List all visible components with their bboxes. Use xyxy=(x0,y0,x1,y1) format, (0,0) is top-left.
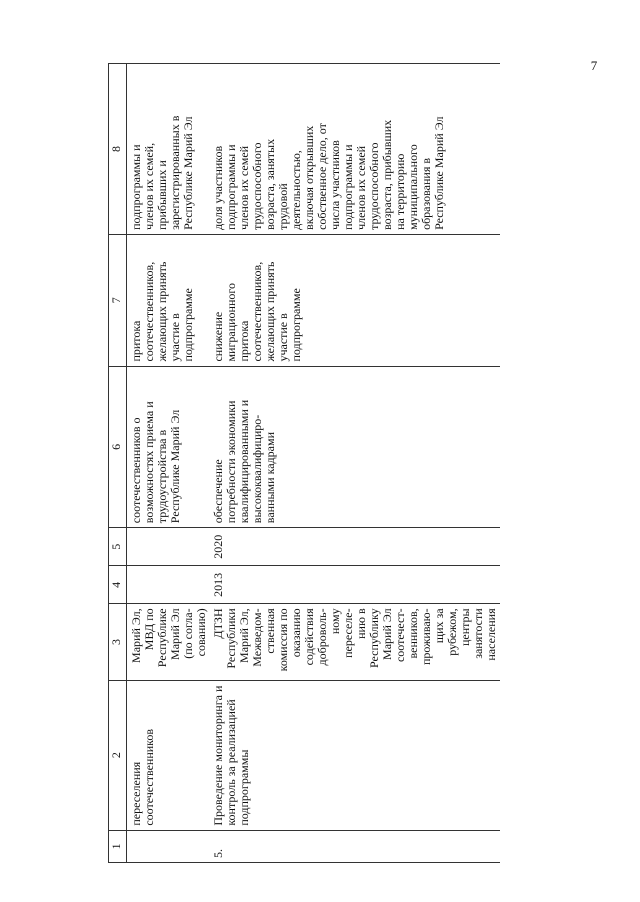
cell-text-line: населения xyxy=(484,608,498,661)
row-number-cell xyxy=(127,830,211,862)
cell-text-line: трудовой xyxy=(276,183,290,230)
cell-text-line: соотечественников, xyxy=(250,261,264,362)
cell-text-line: МВД по xyxy=(142,608,156,651)
expected-result-cell xyxy=(127,366,211,528)
executor-cell xyxy=(127,604,211,680)
cell-text-line: занятости xyxy=(471,608,485,659)
header-cell-4: 4 xyxy=(109,566,127,604)
header-cell-3: 3 xyxy=(109,604,127,680)
header-cell-1: 1 xyxy=(109,830,127,862)
end-year-cell: 2020 xyxy=(210,528,500,566)
cell-text-line: ДТЗН xyxy=(211,608,225,639)
cell-text-line: возраста, занятых xyxy=(263,138,277,230)
cell-text-line: доля участников xyxy=(211,145,225,230)
cell-text-line: Республики xyxy=(224,608,238,669)
cell-text-line: соотечественников, xyxy=(142,261,156,362)
cell-text-line: Марий Эл, xyxy=(129,608,143,663)
cell-text-line: трудоспособного xyxy=(367,142,381,230)
cell-text-line: квалифицированными и xyxy=(237,399,251,524)
cell-text-line: подпрограммы xyxy=(237,749,251,826)
cell-text-line: ванными кадрами xyxy=(263,432,277,524)
row-number-cell: 5. xyxy=(210,830,500,862)
table-row xyxy=(127,64,211,863)
cell-text-line: членов их семей, xyxy=(142,142,156,230)
cell-text-line: Республике xyxy=(155,608,169,668)
indicator-link-cell xyxy=(210,64,500,235)
cell-text-line: подпрограммы и xyxy=(129,144,143,230)
cell-text-line: щих за xyxy=(432,608,446,644)
cell-text-line: Республику xyxy=(367,608,381,668)
header-cell-7: 7 xyxy=(109,234,127,366)
cell-text-line: муниципального xyxy=(406,144,420,230)
cell-text-line: трудоспособного xyxy=(250,142,264,230)
cell-text-line: числа участников xyxy=(328,140,342,230)
cell-text-line: соотечест- xyxy=(393,608,407,663)
cell-text-line: Проведение мониторинга и xyxy=(211,685,225,826)
cell-text-line: соотечественников о xyxy=(129,417,143,524)
cell-text-line: переселе- xyxy=(341,608,355,658)
cell-text-line: Республике Марий Эл xyxy=(432,116,446,230)
table-row xyxy=(210,64,500,863)
cell-text-line: Марий Эл, xyxy=(237,608,251,663)
cell-text-line: зарегистрированных в xyxy=(168,115,182,230)
cell-text-line: миграционного xyxy=(224,282,238,362)
cell-text-line: контроль за реализацией xyxy=(224,699,238,826)
start-year-cell: 2013 xyxy=(210,566,500,604)
cell-text-line: комиссия по xyxy=(276,608,290,672)
start-year-cell xyxy=(127,566,211,604)
header-row xyxy=(109,64,127,863)
cell-text-line: потребности экономики xyxy=(224,400,238,524)
cell-text-line: сованию) xyxy=(194,608,208,657)
indicator-link-cell xyxy=(127,64,211,235)
cell-text-line: рубежом, xyxy=(445,608,459,656)
cell-text-line: участие в xyxy=(276,313,290,362)
cell-text-line: обеспечение xyxy=(211,459,225,524)
cell-text-line: Межведом- xyxy=(250,608,264,667)
activity-name-cell xyxy=(127,680,211,830)
cell-text-line: проживаю- xyxy=(419,608,433,666)
cell-text-line: на территорию xyxy=(393,153,407,230)
activity-name-cell xyxy=(210,680,500,830)
cell-text-line: Марий Эл xyxy=(380,608,394,660)
cell-text-line: прибывших и xyxy=(155,160,169,230)
cell-text-line: снижение xyxy=(211,311,225,362)
cell-text-line: Республике Марий Эл xyxy=(168,409,182,524)
expected-result-cell xyxy=(210,366,500,528)
cell-text-line: переселения xyxy=(129,761,143,826)
cell-text-line: желающих принять xyxy=(263,261,277,362)
cell-text-line: центры xyxy=(458,608,472,646)
table-body xyxy=(127,64,501,863)
cell-text-line: доброволь- xyxy=(315,608,329,666)
cell-text-line: образования в xyxy=(419,157,433,230)
cell-text-line: членов их семей xyxy=(354,145,368,230)
rotated-table-wrapper xyxy=(108,63,528,863)
header-cell-8: 8 xyxy=(109,64,127,235)
cell-text-line: (по согла- xyxy=(181,608,195,659)
cell-text-line: трудоустройства в xyxy=(155,429,169,524)
cell-text-line: членов их семей xyxy=(237,145,251,230)
cell-text-line: содействия xyxy=(302,608,316,666)
cell-text-line: подпрограмме xyxy=(289,288,303,362)
cell-text-line: венников, xyxy=(406,608,420,659)
cell-text-line: подпрограмме xyxy=(181,288,195,362)
cell-text-line: Марий Эл xyxy=(168,608,182,660)
consequence-cell xyxy=(127,234,211,366)
end-year-cell xyxy=(127,528,211,566)
cell-text-line: соотечественников xyxy=(142,728,156,826)
cell-text-line: участие в xyxy=(168,313,182,362)
page-number: 7 xyxy=(590,58,598,73)
program-table xyxy=(108,63,500,863)
cell-text-line: подпрограммы и xyxy=(341,144,355,230)
cell-text-line: собственное дело, от xyxy=(315,123,329,230)
cell-text-line: ственная xyxy=(263,608,277,654)
cell-text-line: притока xyxy=(129,320,143,362)
cell-text-line: оказанию xyxy=(289,608,303,658)
cell-text-line: высококвалифициро- xyxy=(250,414,264,524)
cell-text-line: возраста, прибывших xyxy=(380,119,394,230)
header-cell-2: 2 xyxy=(109,680,127,830)
cell-text-line: подпрограммы и xyxy=(224,144,238,230)
cell-text-line: желающих принять xyxy=(155,261,169,362)
cell-text-line: возможностях приема и xyxy=(142,401,156,524)
consequence-cell xyxy=(210,234,500,366)
cell-text-line: нию в xyxy=(354,608,368,639)
cell-text-line: ному xyxy=(328,608,342,635)
cell-text-line: включая открывших xyxy=(302,125,316,230)
header-cell-5: 5 xyxy=(109,528,127,566)
cell-text-line: притока xyxy=(237,320,251,362)
cell-text-line: Республике Марий Эл xyxy=(181,116,195,230)
executor-cell xyxy=(210,604,500,680)
cell-text-line: деятельностью, xyxy=(289,150,303,230)
header-cell-6: 6 xyxy=(109,366,127,528)
